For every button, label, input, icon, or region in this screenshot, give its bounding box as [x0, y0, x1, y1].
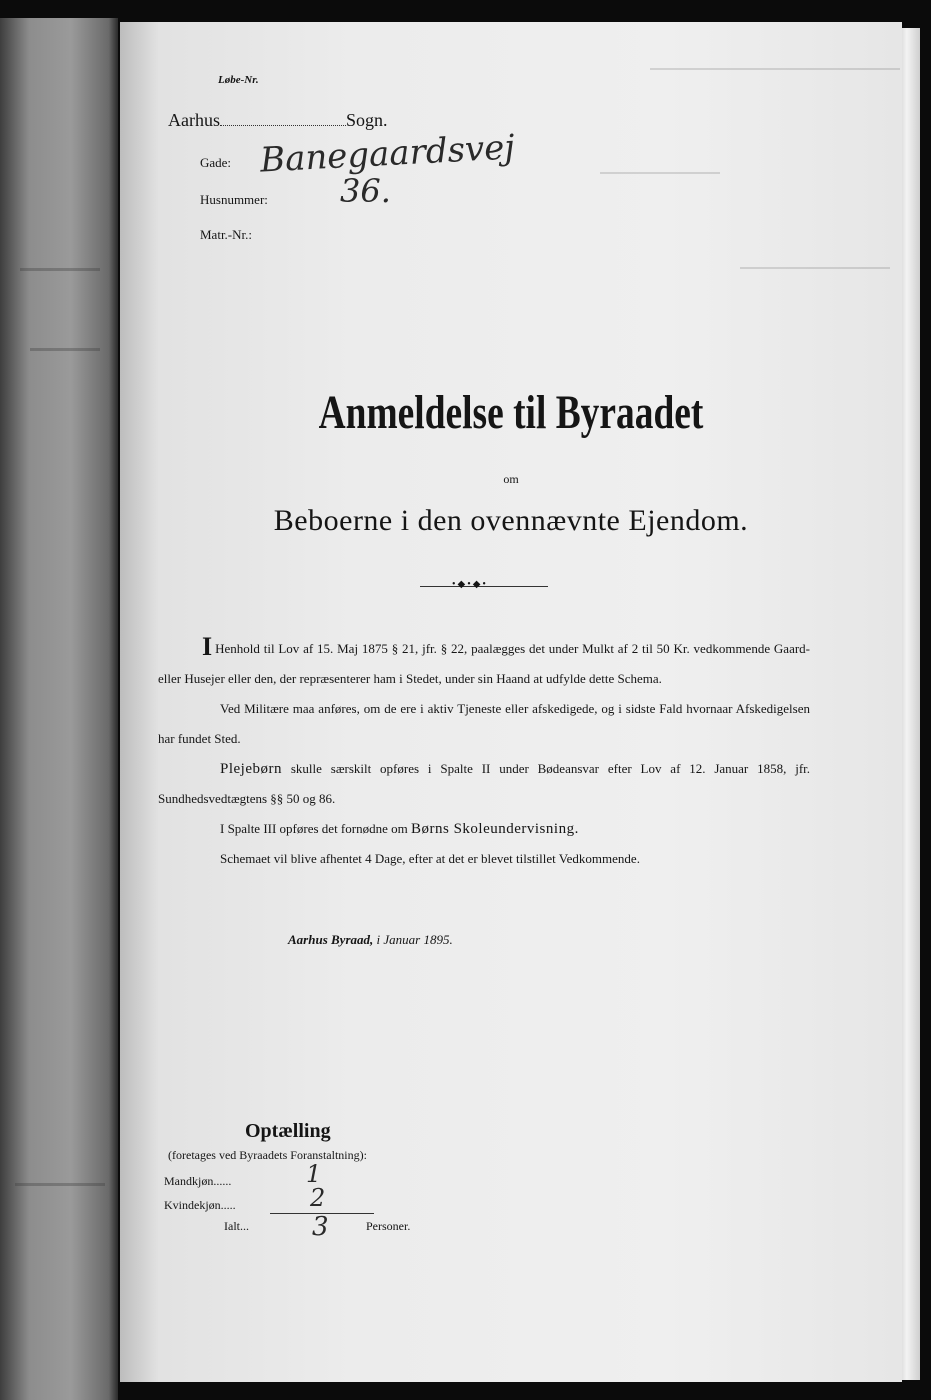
city-line	[168, 110, 388, 131]
gade-value[interactable]: Banegaardsvej	[259, 127, 516, 181]
count-title: Optælling	[245, 1120, 331, 1142]
bleed-through-mark	[740, 267, 890, 269]
husnummer-value[interactable]: 36.	[340, 172, 391, 210]
kvindekjon-label: Kvindekjøn.....	[164, 1198, 236, 1212]
om-label: om	[503, 472, 519, 486]
personer-label: Personer.	[366, 1219, 411, 1233]
kvindekjon-value[interactable]: 2	[310, 1184, 326, 1212]
left-page-smudge	[15, 1183, 105, 1186]
matr-label: Matr.-Nr.:	[200, 227, 252, 242]
instruction-paragraph-3	[158, 754, 810, 814]
page-subtitle: Beboerne i den ovennævnte Ejendom.	[273, 504, 749, 537]
sogn-label: Sogn.	[346, 110, 388, 130]
drop-cap: I	[202, 632, 213, 661]
signature-line	[288, 932, 453, 948]
instruction-paragraph-4	[158, 814, 810, 844]
count-note: (foretages ved Byraadets Foranstaltning):	[168, 1148, 367, 1162]
bleed-through-mark	[600, 172, 720, 174]
page-title: Anmeldelse til Byraadet	[318, 386, 704, 439]
form-page	[120, 22, 902, 1382]
gade-label: Gade:	[200, 155, 232, 170]
divider-ornament: •◆•◆•	[452, 579, 488, 590]
lobe-nr-label: Løbe-Nr.	[218, 74, 259, 86]
ialt-value[interactable]: 3	[312, 1212, 329, 1242]
ialt-label: Ialt...	[224, 1219, 249, 1233]
mandkjon-value[interactable]: 1	[306, 1160, 322, 1188]
sogn-field[interactable]	[220, 125, 346, 126]
instruction-paragraph-5: Schemaet vil blive afhentet 4 Dage, efter at det er blevet tilstillet Vedkommende.	[220, 851, 640, 866]
instructions-block	[158, 632, 810, 874]
left-page-smudge	[30, 348, 100, 351]
city-label: Aarhus	[168, 110, 220, 130]
mandkjon-label: Mandkjøn......	[164, 1174, 232, 1188]
instruction-text: I Spalte III opføres det fornødne om	[220, 821, 408, 836]
instruction-paragraph-1	[158, 632, 810, 694]
plejeborn-lead: Plejebørn	[220, 761, 282, 777]
signature-date: i Januar 1895.	[376, 932, 453, 947]
bleed-through-mark	[650, 68, 900, 70]
instruction-paragraph-2: Ved Militære maa anføres, om de ere i aktiv Tjeneste eller afskedigede, og i sidste Fald hvornaar Afskedigelsen har fundet Sted.	[158, 701, 810, 746]
instruction-text: Henhold til Lov af 15. Maj 1875 § 21, jfr. § 22, paalægges det under Mulkt af 2 til 50 Kr. vedkommende Gaard- eller Husejer eller den, der repræsenterer ham i Stedet, under sin Haand at udfylde dette Schema.	[158, 641, 810, 686]
skoleundervisning-lead: Børns Skoleundervisning.	[410, 821, 579, 837]
signature-org: Aarhus Byraad,	[288, 932, 374, 947]
instruction-text: skulle særskilt opføres i Spalte II under Bødeansvar efter Lov af 12. Januar 1858, jfr. Sundhedsvedtægtens §§ 50 og 86.	[158, 761, 811, 806]
left-page-edge	[0, 18, 118, 1400]
left-page-smudge	[20, 268, 100, 271]
husnummer-label: Husnummer:	[200, 192, 268, 207]
